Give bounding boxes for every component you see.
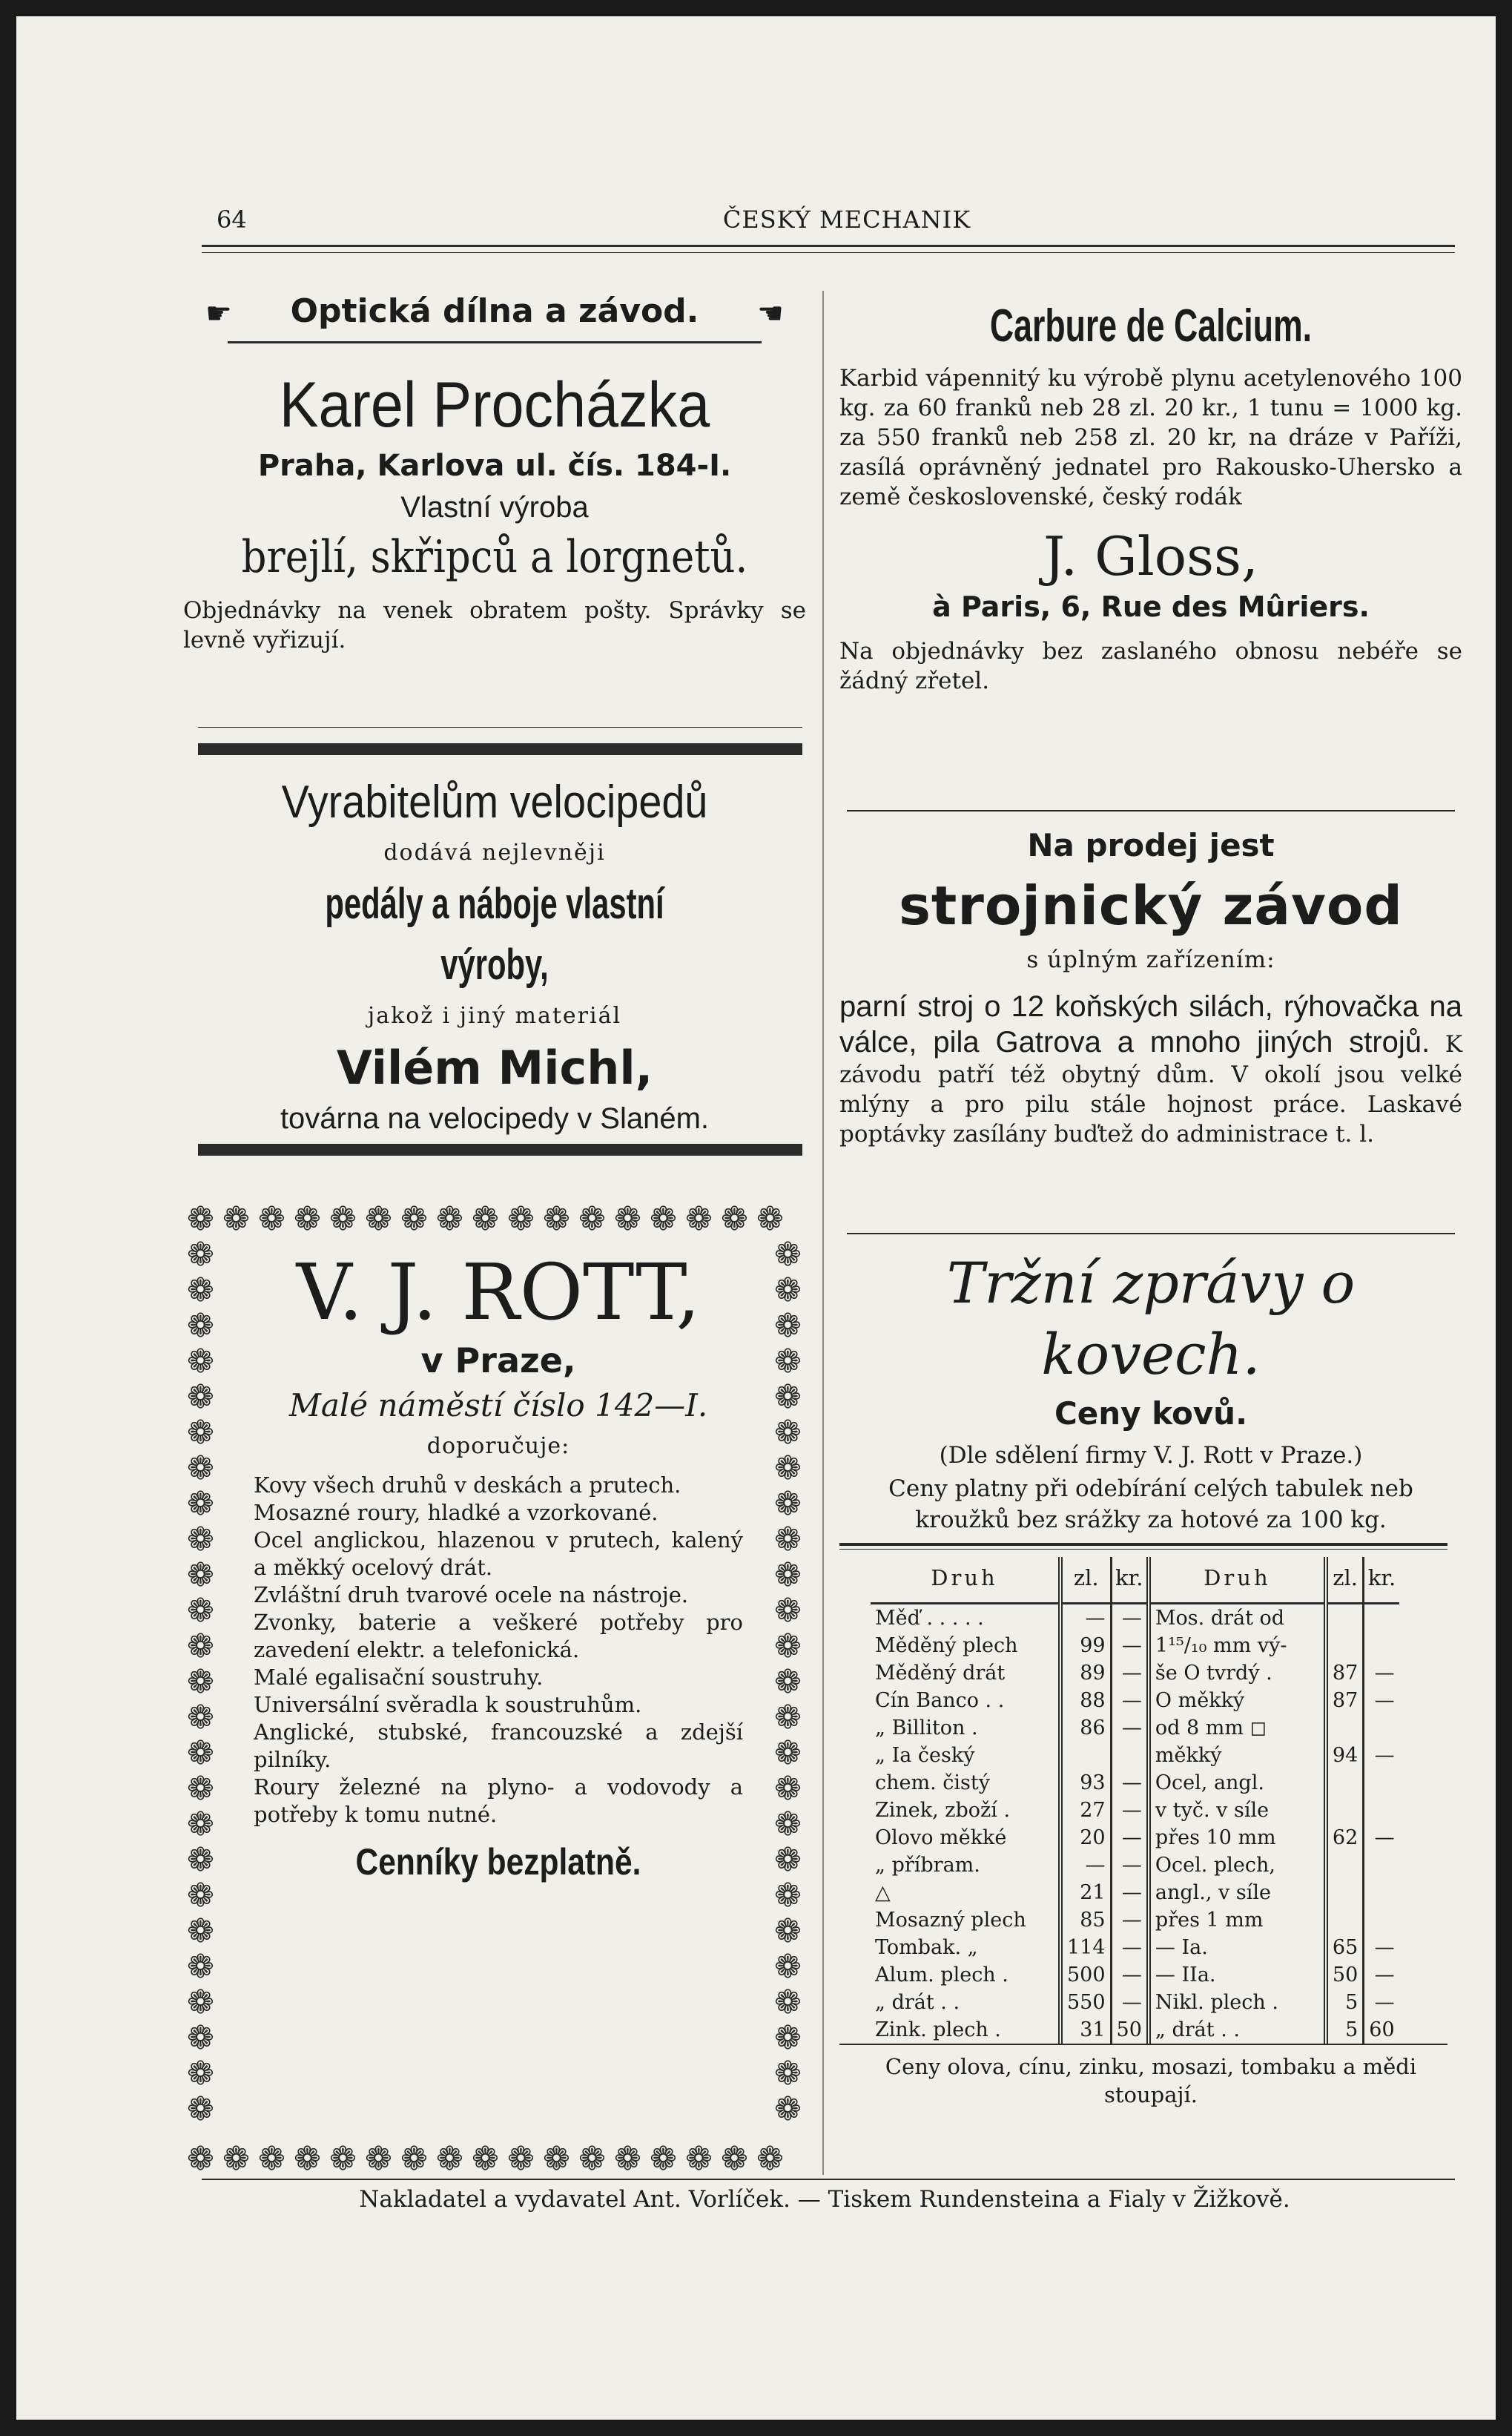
rott-item: Ocel anglickou, hlazenou v prutech, kalený a měkký ocelový drát. [254, 1527, 743, 1580]
table-cell [1364, 1769, 1399, 1797]
velo-name: Vilém Michl, [336, 1041, 653, 1095]
flower-ornament-icon: ❁ [774, 1378, 802, 1416]
flower-ornament-icon: ❁ [774, 1449, 802, 1487]
table-cell: — [1111, 1687, 1149, 1714]
flower-ornament-icon: ❁ [187, 1556, 214, 1594]
flower-ornament-icon: ❁ [187, 2140, 214, 2178]
table-row [871, 1879, 1399, 1906]
price-table [871, 1557, 1399, 2044]
flower-ornament-icon: ❁ [187, 1877, 214, 1915]
header-rule-thin [202, 252, 1455, 253]
table-cell: angl., v síle [1149, 1879, 1326, 1906]
table-row [871, 2016, 1399, 2044]
table-cell: — [1111, 1934, 1149, 1961]
table-cell [1326, 1769, 1364, 1797]
table-cell: měkký [1149, 1742, 1326, 1769]
flower-ornament-icon: ❁ [774, 1414, 802, 1452]
flower-ornament-icon: ❁ [187, 1663, 214, 1701]
table-cell [1326, 1879, 1364, 1906]
optika-name: Karel Procházka [279, 369, 710, 441]
flower-ornament-icon: ❁ [543, 1200, 570, 1238]
ad-prodej [839, 821, 1462, 1149]
flower-ornament-icon: ❁ [187, 1307, 214, 1345]
velo-line3: jakož i jiný materiál [367, 1003, 622, 1029]
flower-ornament-icon: ❁ [774, 1236, 802, 1274]
table-cell: — [1111, 1659, 1149, 1687]
table-cell: 20 [1060, 1824, 1111, 1851]
carbure-text: Karbid vápennitý ku výrobě plynu acetylenového 100 kg. za 60 franků neb 28 zl. 20 kr., 1 tunu = 1000 kg. za 550 franků neb 258 zl. 20 kr, na dráze v Paříži, zasílá oprávněný jednatel pro Rakousko-Uhersko a země československé, český rodák [839, 365, 1462, 510]
flower-ornament-icon: ❁ [329, 2140, 357, 2178]
flower-ornament-icon: ❁ [187, 2019, 214, 2057]
flower-ornament-icon: ❁ [436, 2140, 463, 2178]
flower-ornament-icon: ❁ [187, 1770, 214, 1808]
table-cell: 89 [1060, 1659, 1111, 1687]
table-cell: 87 [1326, 1687, 1364, 1714]
table-cell [1364, 1879, 1399, 1906]
optika-address: Praha, Karlova ul. čís. 184-I. [257, 449, 732, 483]
table-row [871, 1989, 1399, 2016]
flower-ornament-icon: ❁ [258, 2140, 285, 2178]
price-table-header: kr. [1364, 1557, 1399, 1604]
heavy-rule [198, 743, 802, 755]
table-row [871, 1687, 1399, 1714]
flower-ornament-icon: ❁ [187, 1271, 214, 1309]
table-cell: 60 [1364, 2016, 1399, 2044]
table-cell: — IIa. [1149, 1961, 1326, 1989]
flower-ornament-icon: ❁ [774, 1592, 802, 1630]
flower-ornament-icon: ❁ [472, 2140, 499, 2178]
prodej-text-rest: K závodu patří též obytný dům. V okolí jsou velké mlýny a pro pilu stále hojnost práce. Laskavé poptávky zasílány buďtež do administrace t. l. [839, 1031, 1462, 1148]
table-cell: Zink. plech . [875, 2018, 1001, 2041]
table-cell [1111, 1742, 1149, 1769]
flower-ornament-icon: ❁ [721, 2140, 748, 2178]
rott-item: Anglické, stubské, francouzské a zdejší pilníky. [254, 1719, 743, 1772]
flower-ornament-icon: ❁ [774, 1770, 802, 1808]
prodej-big: strojnický závod [899, 875, 1403, 937]
flower-ornament-icon: ❁ [685, 2140, 713, 2178]
flower-ornament-icon: ❁ [614, 2140, 641, 2178]
table-cell: 87 [1326, 1659, 1364, 1687]
ad-rott-frame [187, 1200, 810, 2179]
flower-ornament-icon: ❁ [187, 1485, 214, 1523]
table-cell [1326, 1851, 1364, 1879]
table-cell: 86 [1060, 1714, 1111, 1742]
table-cell [1060, 1742, 1111, 1769]
flower-ornament-icon: ❁ [400, 1200, 428, 1238]
table-cell: „ příbram. [875, 1854, 980, 1877]
table-cell: — Ia. [1149, 1934, 1326, 1961]
carbure-note: Na objednávky bez zaslaného obnosu nebéře se žádný zřetel. [839, 638, 1462, 694]
table-cell: — [1364, 1961, 1399, 1989]
column-divider [822, 291, 824, 2175]
table-cell: — [1364, 1989, 1399, 2016]
table-cell: „ drát . . [875, 1991, 960, 2014]
flower-ornament-icon: ❁ [187, 1841, 214, 1879]
table-cell: — [1364, 1687, 1399, 1714]
table-cell [1326, 1714, 1364, 1742]
table-cell: — [1364, 1659, 1399, 1687]
trzni-footnote: Ceny olova, cínu, zinku, mosazi, tombaku a mědi stoupají. [885, 2054, 1417, 2107]
flower-ornament-icon: ❁ [187, 1805, 214, 1843]
table-cell: chem. čistý [875, 1771, 990, 1794]
table-cell: Měděný drát [875, 1662, 1006, 1685]
newspaper-page [16, 16, 1496, 2420]
table-cell: přes 10 mm [1149, 1824, 1326, 1851]
table-cell: 5 [1326, 2016, 1364, 2044]
price-table-header: Druh [871, 1557, 1060, 1604]
table-cell: 65 [1326, 1934, 1364, 1961]
prodej-line1: s úplným zařízením: [1026, 947, 1275, 973]
flower-ornament-icon: ❁ [365, 2140, 392, 2178]
flower-ornament-icon: ❁ [187, 2090, 214, 2128]
flower-ornament-icon: ❁ [187, 1948, 214, 1986]
table-cell: — [1364, 1742, 1399, 1769]
flower-ornament-icon: ❁ [294, 1200, 321, 1238]
flower-ornament-icon: ❁ [400, 2140, 428, 2178]
flower-ornament-icon: ❁ [222, 2140, 250, 2178]
table-cell [1326, 1906, 1364, 1934]
heavy-rule [198, 1144, 802, 1156]
velo-line1: dodává nejlevněji [383, 840, 606, 866]
optika-heading: Optická dílna a závod. [290, 292, 699, 330]
table-cell: 50 [1111, 2016, 1149, 2044]
table-row [871, 1659, 1399, 1687]
table-cell: Tombak. „ [875, 1936, 978, 1959]
table-cell: od 8 mm ◻ [1149, 1714, 1326, 1742]
table-cell: — [1060, 1851, 1111, 1879]
rott-item: Zvláštní druh tvarové ocele na nástroje. [254, 1582, 689, 1607]
table-row [871, 1714, 1399, 1742]
flower-ornament-icon: ❁ [187, 2055, 214, 2093]
rott-item-list [254, 1472, 743, 1828]
rott-street: Malé náměstí číslo 142—I. [288, 1387, 708, 1423]
table-cell: — [1111, 1851, 1149, 1879]
table-cell: 88 [1060, 1687, 1111, 1714]
market-news [839, 1248, 1462, 2109]
table-cell: Olovo měkké [875, 1826, 1007, 1849]
optika-note: Objednávky na venek obratem pošty. Správky se levně vyřizují. [183, 597, 806, 654]
table-cell: Měděný plech [875, 1634, 1018, 1657]
table-cell: Zinek, zboží . [875, 1799, 1011, 1822]
table-cell [1364, 1632, 1399, 1659]
table-cell [1364, 1906, 1399, 1934]
rott-footer: Cenníky bezplatně. [355, 1841, 641, 1883]
flower-ornament-icon: ❁ [578, 1200, 606, 1238]
table-cell: 31 [1060, 2016, 1111, 2044]
flower-ornament-icon: ❁ [774, 1912, 802, 1950]
flower-ornament-icon: ❁ [507, 2140, 535, 2178]
table-cell: še O tvrdý . [1149, 1659, 1326, 1687]
table-cell: 99 [1060, 1632, 1111, 1659]
table-cell: — [1111, 1879, 1149, 1906]
rott-item: Universální svěradla k soustruhům. [254, 1692, 642, 1717]
table-row [871, 1604, 1399, 1633]
table-cell: — [1111, 1714, 1149, 1742]
table-cell: Alum. plech . [875, 1963, 1008, 1986]
table-cell [1326, 1632, 1364, 1659]
table-cell: — [1111, 1632, 1149, 1659]
flower-ornament-icon: ❁ [774, 1734, 802, 1772]
table-cell: 62 [1326, 1824, 1364, 1851]
prodej-text-bold: parní stroj o 12 koňských silách, rýhovačka na válce, pila Gatrova a mnoho jiných strojů. [839, 990, 1462, 1059]
table-cell: Měď . . . . . [875, 1607, 984, 1630]
flower-ornament-icon: ❁ [187, 1200, 214, 1238]
flower-ornament-icon: ❁ [756, 2140, 784, 2178]
table-cell: — [1111, 1824, 1149, 1851]
table-cell: přes 1 mm [1149, 1906, 1326, 1934]
pointing-hand-icon: ☛ [757, 297, 784, 331]
trzni-source: (Dle sdělení firmy V. J. Rott v Praze.) [939, 1442, 1363, 1469]
rott-name: V. J. ROTT, [296, 1247, 701, 1337]
flower-ornament-icon: ❁ [187, 1343, 214, 1380]
page-header-title: ČESKÝ MECHANIK [722, 205, 971, 234]
table-cell [1364, 1851, 1399, 1879]
flower-ornament-icon: ❁ [187, 1414, 214, 1452]
table-row [871, 1934, 1399, 1961]
rott-item: Kovy všech druhů v deskách a prutech. [254, 1472, 681, 1498]
table-cell: Mos. drát od [1149, 1604, 1326, 1633]
flower-ornament-icon: ❁ [774, 1627, 802, 1665]
rott-item: Malé egalisační soustruhy. [254, 1665, 544, 1690]
table-row [871, 1742, 1399, 1769]
table-cell: — [1111, 1989, 1149, 2016]
flower-ornament-icon: ❁ [774, 1699, 802, 1737]
rott-city: v Praze, [420, 1340, 576, 1380]
flower-ornament-icon: ❁ [774, 1556, 802, 1594]
flower-ornament-icon: ❁ [329, 1200, 357, 1238]
flower-ornament-icon: ❁ [258, 1200, 285, 1238]
flower-ornament-icon: ❁ [774, 2055, 802, 2093]
flower-ornament-icon: ❁ [774, 1307, 802, 1345]
table-cell: — [1111, 1961, 1149, 1989]
optika-products: brejlí, skřipců a lorgnetů. [241, 531, 748, 583]
flower-ornament-icon: ❁ [774, 1877, 802, 1915]
carbure-heading: Carbure de Calcium. [989, 300, 1313, 352]
flower-ornament-icon: ❁ [187, 1236, 214, 1274]
flower-ornament-icon: ❁ [774, 1663, 802, 1701]
table-cell: △ [875, 1881, 891, 1904]
table-cell: — [1111, 1797, 1149, 1824]
ad-velocipedy [183, 773, 806, 1138]
table-cell: Mosazný plech [875, 1909, 1026, 1932]
table-row [871, 1961, 1399, 1989]
table-cell: 93 [1060, 1769, 1111, 1797]
pointing-hand-icon: ☛ [205, 297, 232, 331]
flower-ornament-icon: ❁ [721, 1200, 748, 1238]
price-table-header: Druh [1149, 1557, 1326, 1604]
flower-ornament-icon: ❁ [187, 1734, 214, 1772]
table-cell: „ Ia český [875, 1744, 975, 1767]
rott-recommends: doporučuje: [426, 1433, 570, 1459]
table-cell [1364, 1797, 1399, 1824]
table-row [871, 1769, 1399, 1797]
table-cell: 550 [1060, 1989, 1111, 2016]
flower-ornament-icon: ❁ [774, 1485, 802, 1523]
table-row [871, 1824, 1399, 1851]
flower-ornament-icon: ❁ [294, 2140, 321, 2178]
table-row [871, 1851, 1399, 1879]
flower-ornament-icon: ❁ [187, 1912, 214, 1950]
ad-carbure [839, 297, 1462, 696]
flower-ornament-icon: ❁ [774, 1841, 802, 1879]
flower-ornament-icon: ❁ [614, 1200, 641, 1238]
flower-ornament-icon: ❁ [756, 1200, 784, 1238]
trzni-intro: Ceny platny při odebírání celých tabulek neb kroužků bez srážky za hotové za 100 kg. [888, 1475, 1413, 1533]
table-cell: 94 [1326, 1742, 1364, 1769]
flower-ornament-icon: ❁ [187, 1627, 214, 1665]
table-cell [1326, 1797, 1364, 1824]
table-cell: — [1060, 1604, 1111, 1633]
flower-ornament-icon: ❁ [187, 1592, 214, 1630]
price-table-wrapper [871, 1557, 1462, 2044]
table-row [871, 1632, 1399, 1659]
prodej-text [839, 989, 1462, 1149]
trzni-sub: Ceny kovů. [1054, 1395, 1248, 1432]
price-table-header: kr. [1111, 1557, 1149, 1604]
table-cell: 50 [1326, 1961, 1364, 1989]
table-cell: 85 [1060, 1906, 1111, 1934]
carbure-address: à Paris, 6, Rue des Mûriers. [932, 590, 1370, 623]
flower-ornament-icon: ❁ [365, 1200, 392, 1238]
table-cell: 500 [1060, 1961, 1111, 1989]
flower-ornament-icon: ❁ [187, 1378, 214, 1416]
trzni-heading: Tržní zprávy o kovech. [946, 1250, 1356, 1387]
table-cell: — [1364, 1824, 1399, 1851]
table-cell [1364, 1604, 1399, 1633]
flower-ornament-icon: ❁ [650, 1200, 677, 1238]
page-number: 64 [217, 205, 247, 234]
prodej-heading: Na prodej jest [1027, 827, 1275, 863]
flower-ornament-icon: ❁ [774, 1343, 802, 1380]
header-rule [202, 245, 1455, 247]
table-cell: — [1111, 1769, 1149, 1797]
table-cell: „ drát . . [1149, 2016, 1326, 2044]
flower-ornament-icon: ❁ [507, 1200, 535, 1238]
flower-ornament-icon: ❁ [774, 2090, 802, 2128]
flower-ornament-icon: ❁ [774, 2019, 802, 2057]
flower-ornament-icon: ❁ [187, 1521, 214, 1558]
table-cell: 1¹⁵/₁₀ mm vý- [1149, 1632, 1326, 1659]
optika-line1: Vlastní výroba [400, 491, 589, 524]
flower-ornament-icon: ❁ [774, 1984, 802, 2021]
table-row [871, 1906, 1399, 1934]
table-cell: 114 [1060, 1934, 1111, 1961]
flower-ornament-icon: ❁ [187, 1984, 214, 2021]
flower-ornament-icon: ❁ [774, 1521, 802, 1558]
table-cell: 21 [1060, 1879, 1111, 1906]
table-cell: — [1111, 1604, 1149, 1633]
velo-line4: továrna na velocipedy v Slaném. [280, 1102, 710, 1135]
flower-ornament-icon: ❁ [472, 1200, 499, 1238]
flower-ornament-icon: ❁ [187, 1699, 214, 1737]
flower-ornament-icon: ❁ [774, 1948, 802, 1986]
velo-line2: pedály a náboje vlastní výroby, [325, 880, 664, 989]
ad-optika [183, 292, 806, 655]
price-table-header: zl. [1060, 1557, 1111, 1604]
table-cell: 27 [1060, 1797, 1111, 1824]
rott-item: Mosazné roury, hladké a vzorkované. [254, 1500, 658, 1525]
table-cell: 5 [1326, 1989, 1364, 2016]
table-cell: Ocel, angl. [1149, 1769, 1326, 1797]
table-cell: — [1364, 1934, 1399, 1961]
carbure-name: J. Gloss, [1043, 525, 1258, 587]
flower-ornament-icon: ❁ [774, 1271, 802, 1309]
velo-heading: Vyrabitelům velocipedů [281, 777, 708, 828]
flower-ornament-icon: ❁ [187, 1449, 214, 1487]
flower-ornament-icon: ❁ [650, 2140, 677, 2178]
table-row [871, 1797, 1399, 1824]
rott-item: Zvonky, baterie a veškeré potřeby pro zavedení elektr. a telefonická. [254, 1610, 743, 1662]
table-cell: O měkký [1149, 1687, 1326, 1714]
flower-ornament-icon: ❁ [578, 2140, 606, 2178]
table-cell: v tyč. v síle [1149, 1797, 1326, 1824]
flower-ornament-icon: ❁ [685, 1200, 713, 1238]
price-table-header: zl. [1326, 1557, 1364, 1604]
table-cell: Cín Banco . . [875, 1689, 1005, 1712]
table-cell [1326, 1604, 1364, 1633]
rott-item: Roury železné na plyno- a vodovody a potřeby k tomu nutné. [254, 1774, 743, 1827]
page-footer: Nakladatel a vydavatel Ant. Vorlíček. — Tiskem Rundensteina a Fialy v Žižkově. [359, 2186, 1290, 2213]
flower-ornament-icon: ❁ [222, 1200, 250, 1238]
table-cell [1364, 1714, 1399, 1742]
ad-rott [254, 1248, 743, 1889]
flower-ornament-icon: ❁ [436, 1200, 463, 1238]
table-cell: Ocel. plech, [1149, 1851, 1326, 1879]
table-cell: — [1111, 1906, 1149, 1934]
table-cell: „ Billiton . [875, 1716, 978, 1739]
flower-ornament-icon: ❁ [543, 2140, 570, 2178]
flower-ornament-icon: ❁ [774, 1805, 802, 1843]
table-cell: Nikl. plech . [1149, 1989, 1326, 2016]
